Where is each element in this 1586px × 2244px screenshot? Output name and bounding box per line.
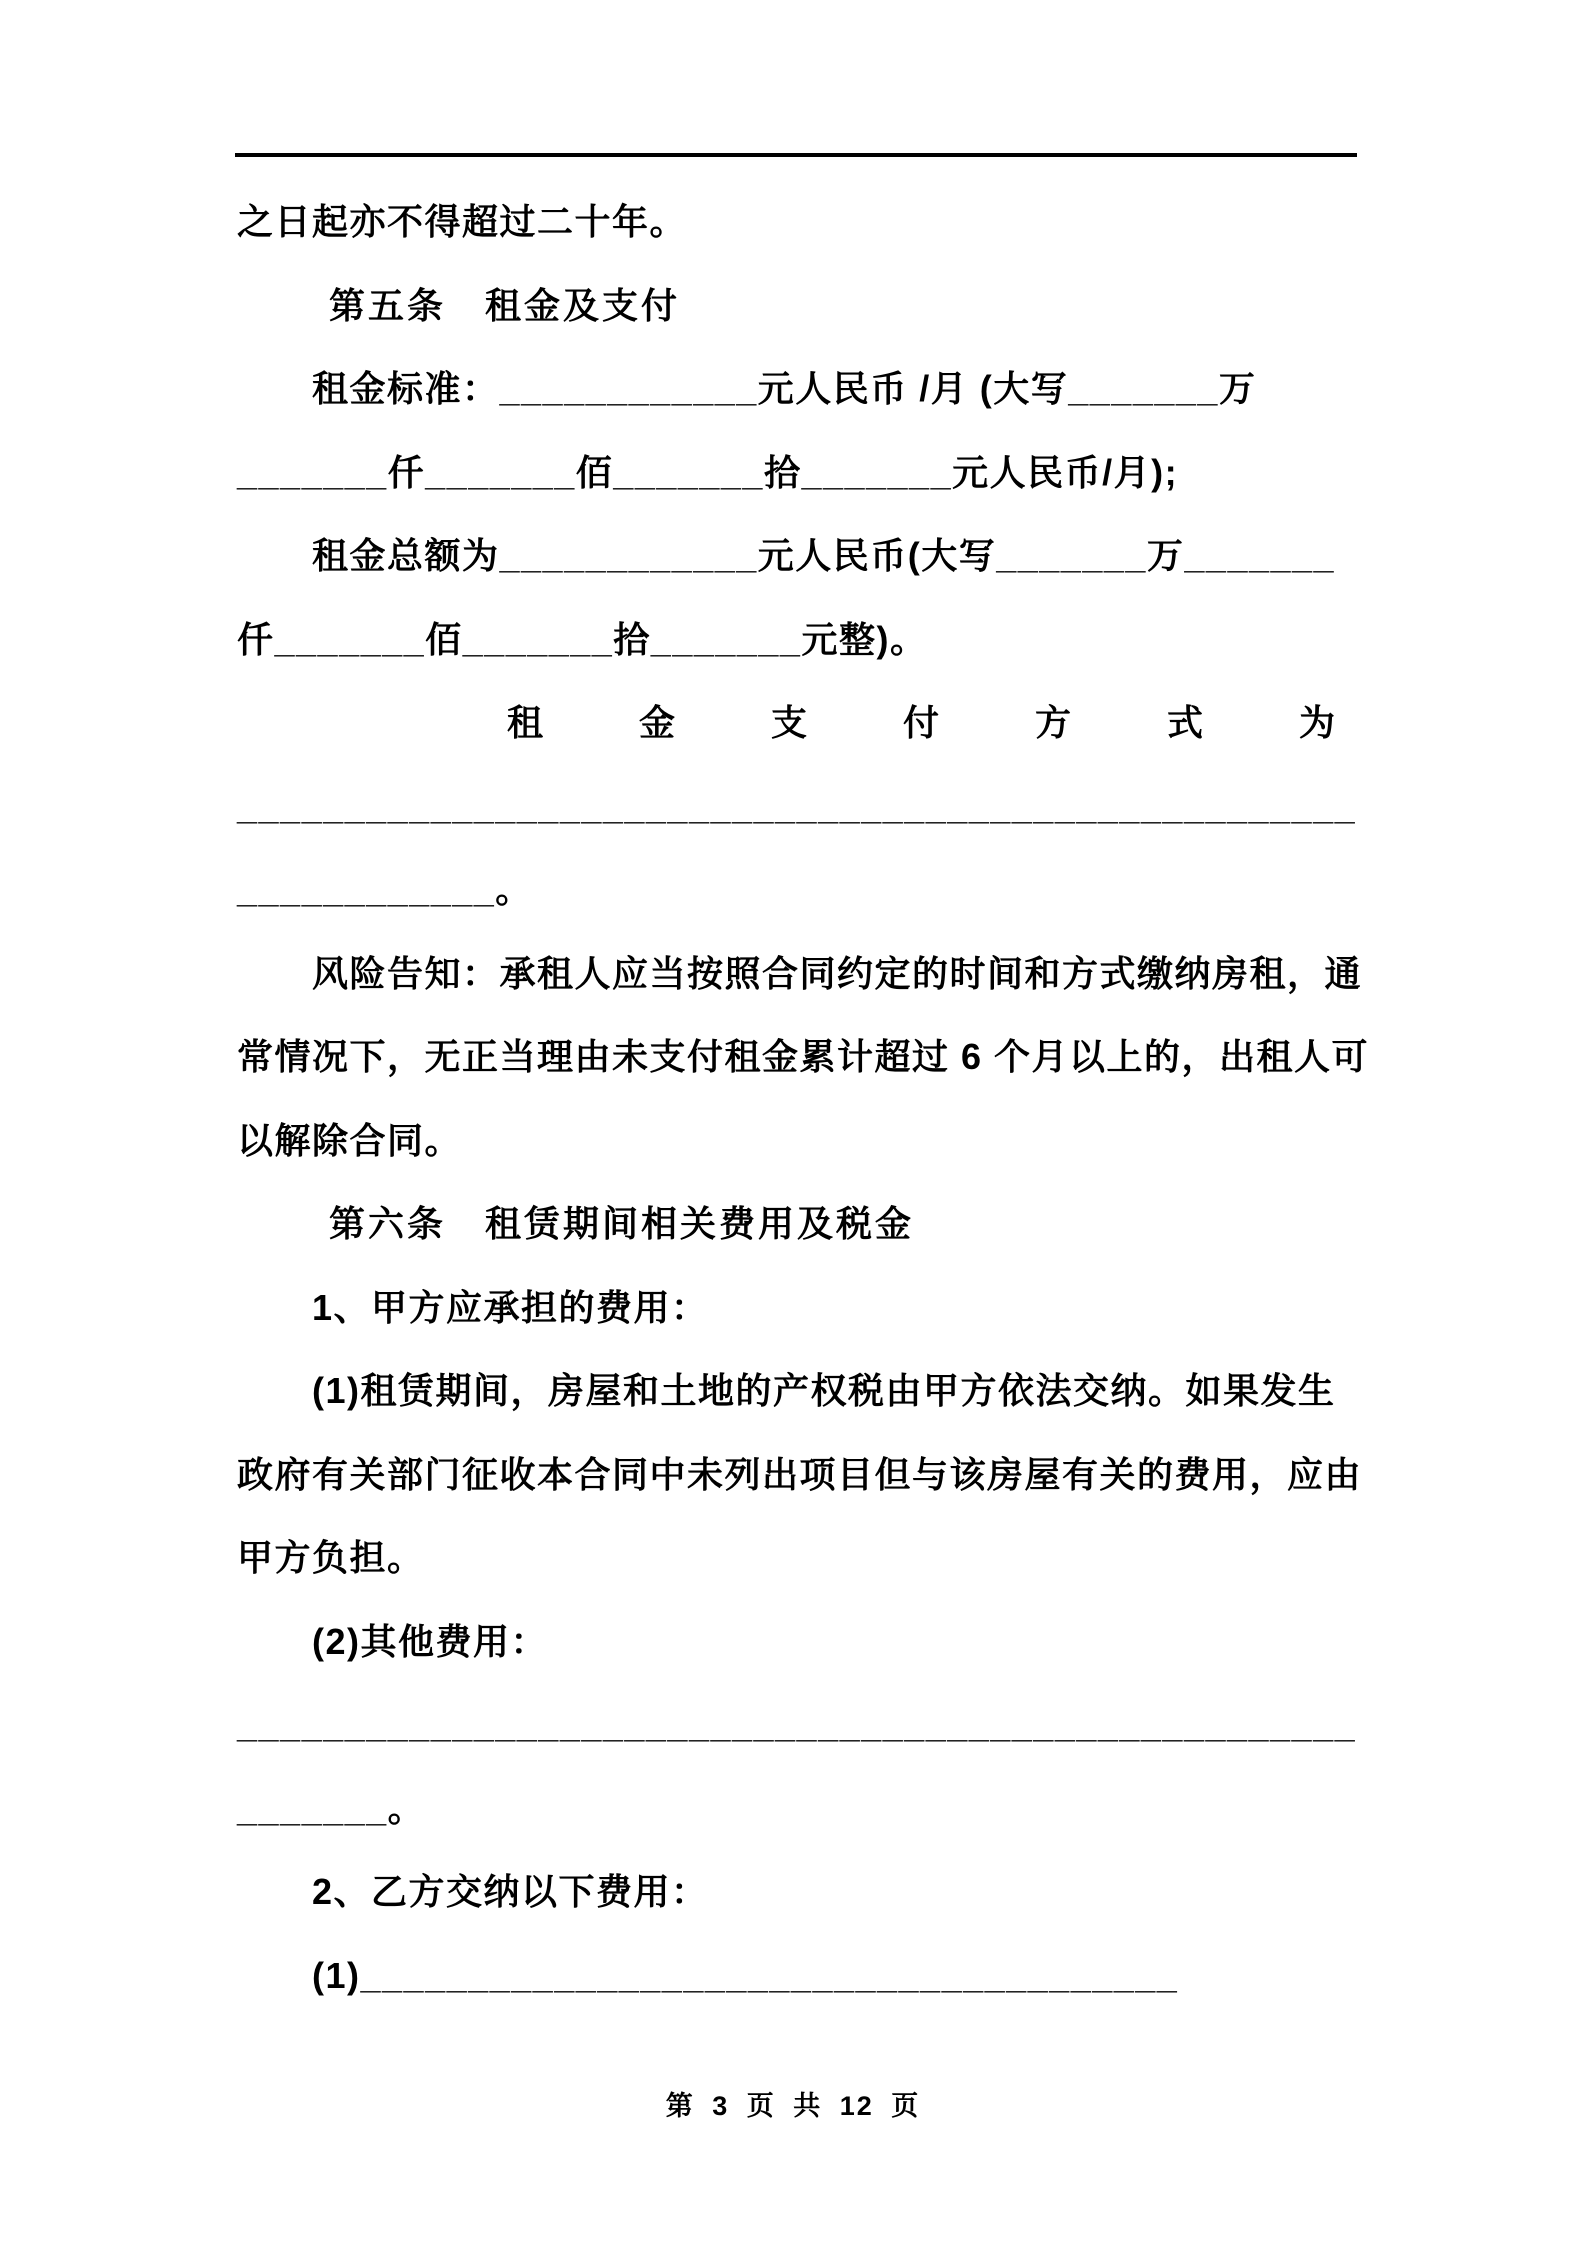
line-rent-total: 租金总额为____________元人民币(大写_______万_______ (312, 535, 1336, 576)
line-party-a-fees-item-1: (1)租赁期间，房屋和土地的产权税由甲方依法交纳。如果发生 (312, 1370, 1336, 1411)
line-party-b-fees-item-1: (1)______________________________________ (312, 1954, 1179, 1996)
line-party-a-fees-item-1-end: 甲方负担。 (237, 1537, 425, 1578)
line-other-fees: (2)其他费用： (312, 1620, 548, 1662)
line-blank-underline-2: ____________。 (237, 869, 533, 910)
line-rent-standard-continuation: _______仟_______佰_______拾_______元人民币/月); (237, 451, 1179, 493)
clause-6-heading: 第六条 租赁期间相关费用及税金 (329, 1203, 915, 1244)
line-rent-payment-method: 租金支付方式为 (507, 702, 1432, 743)
line-risk-notice-end: 以解除合同。 (237, 1119, 463, 1161)
page-footer (0, 2088, 1586, 2124)
line-party-b-fees: 2、乙方交纳以下费用： (312, 1871, 709, 1912)
line-risk-notice-continuation: 常情况下，无正当理由未支付租金累计超过 6 个月以上的，出租人可 (237, 1036, 1370, 1077)
line-risk-notice: 风险告知：承租人应当按照合同约定的时间和方式缴纳房租，通 (312, 952, 1363, 994)
document-body (237, 180, 1432, 2017)
page-number-label: 第 3 页 共 12 页 (665, 2091, 921, 2121)
line-blank-underline-4: _______。 (237, 1787, 426, 1829)
line-blank-underline-1: ____________________________________________________ (237, 785, 1357, 827)
line-rent-standard: 租金标准：____________元人民币 /月 (大写_______万 (312, 368, 1257, 409)
clause-5-heading: 第五条 租金及支付 (329, 284, 681, 326)
line-party-a-fees: 1、甲方应承担的费用： (312, 1286, 709, 1328)
header-rule (235, 153, 1357, 157)
line-rent-total-continuation: 仟_______佰_______拾_______元整)。 (237, 618, 928, 660)
line-lease-term-continuation: 之日起亦不得超过二十年。 (237, 201, 688, 242)
line-blank-underline-3: ____________________________________________________ (237, 1704, 1357, 1745)
line-party-a-fees-item-1-continuation: 政府有关部门征收本合同中未列出项目但与该房屋有关的费用，应由 (237, 1453, 1363, 1495)
